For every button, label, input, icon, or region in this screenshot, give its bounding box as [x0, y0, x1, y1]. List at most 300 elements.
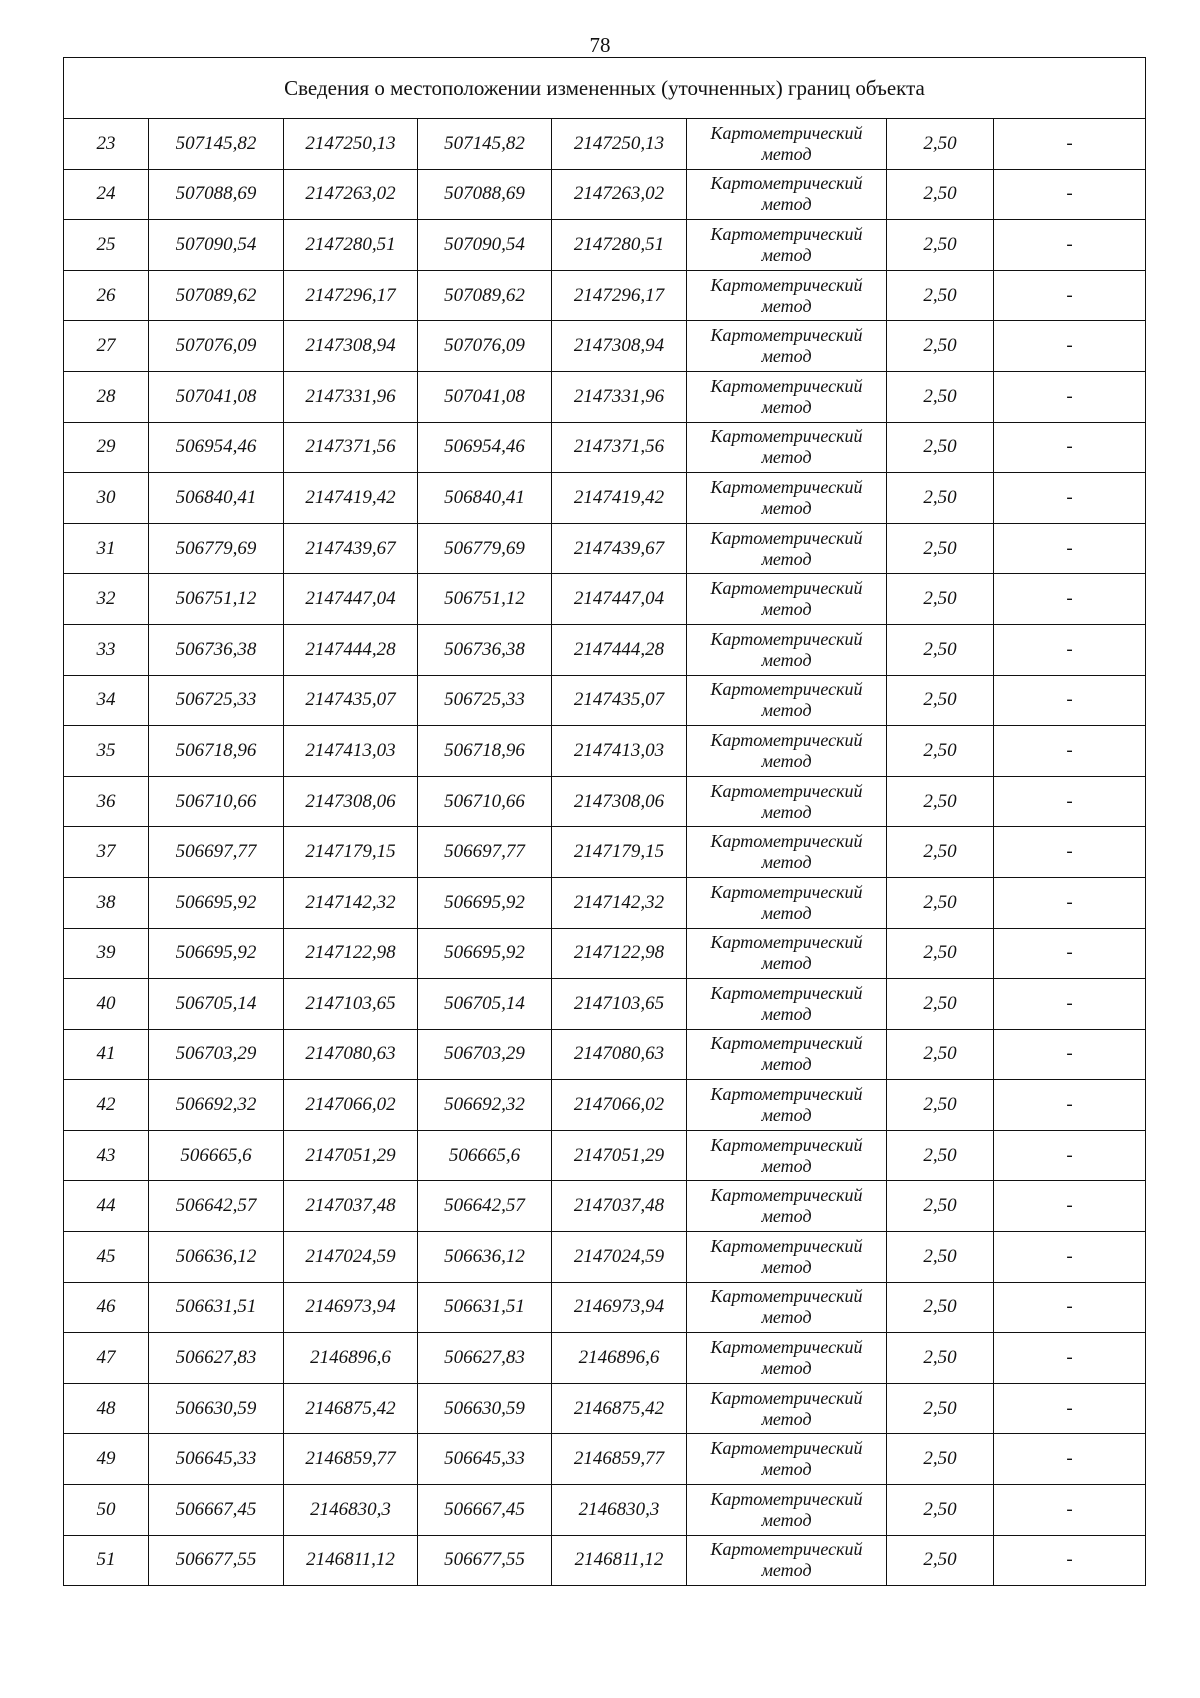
method-line-2: метод [761, 902, 812, 923]
new-x-cell: 506631,51 [418, 1282, 552, 1333]
existing-x-cell: 506697,77 [149, 827, 284, 878]
method-line-2: метод [761, 1054, 812, 1075]
method-line-1: Картометрический [710, 780, 863, 801]
existing-x-cell: 506667,45 [149, 1485, 284, 1536]
new-x-cell: 506665,6 [418, 1130, 552, 1181]
point-number-cell: 38 [64, 877, 149, 928]
existing-x-cell: 506736,38 [149, 624, 284, 675]
existing-x-cell: 506627,83 [149, 1333, 284, 1384]
point-number-cell: 26 [64, 270, 149, 321]
table-row [64, 1232, 1146, 1283]
method-line-1: Картометрический [710, 1185, 863, 1206]
method-line-2: метод [761, 396, 812, 417]
accuracy-cell: 2,50 [887, 1130, 994, 1181]
table-row [64, 1130, 1146, 1181]
note-cell: - [994, 1434, 1146, 1485]
new-y-cell: 2147051,29 [552, 1130, 687, 1181]
note-cell: - [994, 776, 1146, 827]
point-number-cell: 42 [64, 1080, 149, 1131]
new-x-cell: 506751,12 [418, 574, 552, 625]
note-cell: - [994, 726, 1146, 777]
new-x-cell: 506667,45 [418, 1485, 552, 1536]
table-row [64, 270, 1146, 321]
table-row [64, 1282, 1146, 1333]
existing-y-cell: 2147142,32 [284, 877, 418, 928]
table-row [64, 1485, 1146, 1536]
new-x-cell: 506736,38 [418, 624, 552, 675]
existing-x-cell: 507145,82 [149, 119, 284, 170]
existing-y-cell: 2146859,77 [284, 1434, 418, 1485]
new-y-cell: 2147263,02 [552, 169, 687, 220]
existing-x-cell: 507088,69 [149, 169, 284, 220]
accuracy-cell: 2,50 [887, 169, 994, 220]
note-cell: - [994, 877, 1146, 928]
existing-x-cell: 506725,33 [149, 675, 284, 726]
method-cell [687, 1130, 887, 1181]
new-x-cell: 506692,32 [418, 1080, 552, 1131]
point-number-cell: 33 [64, 624, 149, 675]
table-row [64, 119, 1146, 170]
existing-y-cell: 2147371,56 [284, 422, 418, 473]
method-cell [687, 574, 887, 625]
note-cell: - [994, 1080, 1146, 1131]
point-number-cell: 27 [64, 321, 149, 372]
existing-y-cell: 2146875,42 [284, 1383, 418, 1434]
new-x-cell: 506840,41 [418, 473, 552, 524]
method-cell [687, 473, 887, 524]
accuracy-cell: 2,50 [887, 1383, 994, 1434]
new-y-cell: 2146811,12 [552, 1535, 687, 1586]
point-number-cell: 46 [64, 1282, 149, 1333]
method-line-2: метод [761, 497, 812, 518]
method-line-2: метод [761, 1003, 812, 1024]
point-number-cell: 37 [64, 827, 149, 878]
method-line-1: Картометрический [710, 325, 863, 346]
table-row [64, 624, 1146, 675]
existing-y-cell: 2146830,3 [284, 1485, 418, 1536]
method-line-2: метод [761, 1155, 812, 1176]
table-row [64, 422, 1146, 473]
point-number-cell: 41 [64, 1029, 149, 1080]
point-number-cell: 51 [64, 1535, 149, 1586]
point-number-cell: 49 [64, 1434, 149, 1485]
new-y-cell: 2147080,63 [552, 1029, 687, 1080]
method-cell [687, 169, 887, 220]
new-y-cell: 2147419,42 [552, 473, 687, 524]
point-number-cell: 24 [64, 169, 149, 220]
method-line-1: Картометрический [710, 628, 863, 649]
new-y-cell: 2147413,03 [552, 726, 687, 777]
point-number-cell: 50 [64, 1485, 149, 1536]
accuracy-cell: 2,50 [887, 1029, 994, 1080]
existing-x-cell: 506695,92 [149, 877, 284, 928]
boundary-coordinates-table [63, 57, 1146, 1586]
caption-row [64, 58, 1146, 119]
method-line-1: Картометрический [710, 1438, 863, 1459]
method-line-2: метод [761, 1206, 812, 1227]
existing-x-cell: 506703,29 [149, 1029, 284, 1080]
method-cell [687, 422, 887, 473]
new-y-cell: 2147250,13 [552, 119, 687, 170]
existing-x-cell: 507090,54 [149, 220, 284, 271]
new-x-cell: 507041,08 [418, 371, 552, 422]
method-cell [687, 119, 887, 170]
new-y-cell: 2147024,59 [552, 1232, 687, 1283]
method-cell [687, 270, 887, 321]
existing-y-cell: 2147051,29 [284, 1130, 418, 1181]
new-y-cell: 2147296,17 [552, 270, 687, 321]
new-x-cell: 506725,33 [418, 675, 552, 726]
new-x-cell: 506645,33 [418, 1434, 552, 1485]
note-cell: - [994, 1333, 1146, 1384]
method-line-1: Картометрический [710, 122, 863, 143]
note-cell: - [994, 1282, 1146, 1333]
new-x-cell: 506710,66 [418, 776, 552, 827]
table-row [64, 523, 1146, 574]
note-cell: - [994, 270, 1146, 321]
accuracy-cell: 2,50 [887, 1080, 994, 1131]
note-cell: - [994, 1232, 1146, 1283]
existing-y-cell: 2147037,48 [284, 1181, 418, 1232]
existing-y-cell: 2146973,94 [284, 1282, 418, 1333]
method-line-1: Картометрический [710, 1235, 863, 1256]
note-cell: - [994, 1130, 1146, 1181]
existing-x-cell: 506630,59 [149, 1383, 284, 1434]
existing-x-cell: 506779,69 [149, 523, 284, 574]
table-row [64, 726, 1146, 777]
existing-x-cell: 506705,14 [149, 979, 284, 1030]
method-line-1: Картометрический [710, 173, 863, 194]
method-line-2: метод [761, 447, 812, 468]
table-caption: Сведения о местоположении измененных (уточненных) границ объекта [64, 58, 1146, 119]
method-line-1: Картометрический [710, 679, 863, 700]
note-cell: - [994, 928, 1146, 979]
point-number-cell: 35 [64, 726, 149, 777]
accuracy-cell: 2,50 [887, 877, 994, 928]
method-line-2: метод [761, 244, 812, 265]
point-number-cell: 39 [64, 928, 149, 979]
accuracy-cell: 2,50 [887, 422, 994, 473]
method-line-1: Картометрический [710, 426, 863, 447]
table-row [64, 473, 1146, 524]
table-row [64, 169, 1146, 220]
method-line-1: Картометрический [710, 1387, 863, 1408]
existing-y-cell: 2147296,17 [284, 270, 418, 321]
method-cell [687, 523, 887, 574]
new-y-cell: 2147444,28 [552, 624, 687, 675]
method-line-2: метод [761, 801, 812, 822]
new-y-cell: 2147435,07 [552, 675, 687, 726]
point-number-cell: 34 [64, 675, 149, 726]
new-y-cell: 2146896,6 [552, 1333, 687, 1384]
accuracy-cell: 2,50 [887, 1535, 994, 1586]
method-line-1: Картометрический [710, 578, 863, 599]
accuracy-cell: 2,50 [887, 321, 994, 372]
new-x-cell: 506779,69 [418, 523, 552, 574]
existing-y-cell: 2147179,15 [284, 827, 418, 878]
method-line-2: метод [761, 599, 812, 620]
method-line-2: метод [761, 548, 812, 569]
page-number: 78 [589, 33, 611, 57]
method-line-1: Картометрический [710, 932, 863, 953]
method-line-2: метод [761, 1560, 812, 1581]
existing-y-cell: 2147413,03 [284, 726, 418, 777]
accuracy-cell: 2,50 [887, 523, 994, 574]
existing-x-cell: 506954,46 [149, 422, 284, 473]
accuracy-cell: 2,50 [887, 574, 994, 625]
accuracy-cell: 2,50 [887, 1232, 994, 1283]
new-y-cell: 2146973,94 [552, 1282, 687, 1333]
new-x-cell: 506642,57 [418, 1181, 552, 1232]
new-y-cell: 2147280,51 [552, 220, 687, 271]
method-cell [687, 371, 887, 422]
new-y-cell: 2146830,3 [552, 1485, 687, 1536]
accuracy-cell: 2,50 [887, 726, 994, 777]
existing-x-cell: 506665,6 [149, 1130, 284, 1181]
new-y-cell: 2147179,15 [552, 827, 687, 878]
point-number-cell: 28 [64, 371, 149, 422]
existing-x-cell: 507041,08 [149, 371, 284, 422]
method-line-2: метод [761, 295, 812, 316]
existing-y-cell: 2147122,98 [284, 928, 418, 979]
method-line-2: метод [761, 143, 812, 164]
method-cell [687, 675, 887, 726]
table-row [64, 1080, 1146, 1131]
method-line-1: Картометрический [710, 1539, 863, 1560]
existing-y-cell: 2147439,67 [284, 523, 418, 574]
existing-y-cell: 2147435,07 [284, 675, 418, 726]
method-line-1: Картометрический [710, 1488, 863, 1509]
method-line-2: метод [761, 750, 812, 771]
existing-x-cell: 506677,55 [149, 1535, 284, 1586]
new-y-cell: 2146875,42 [552, 1383, 687, 1434]
method-cell [687, 1383, 887, 1434]
table-row [64, 827, 1146, 878]
new-x-cell: 506695,92 [418, 928, 552, 979]
method-cell [687, 827, 887, 878]
method-line-1: Картометрический [710, 1337, 863, 1358]
note-cell: - [994, 321, 1146, 372]
new-x-cell: 506627,83 [418, 1333, 552, 1384]
accuracy-cell: 2,50 [887, 827, 994, 878]
table-row [64, 979, 1146, 1030]
new-x-cell: 507145,82 [418, 119, 552, 170]
existing-y-cell: 2147024,59 [284, 1232, 418, 1283]
existing-y-cell: 2147280,51 [284, 220, 418, 271]
note-cell: - [994, 523, 1146, 574]
table-row [64, 321, 1146, 372]
method-cell [687, 928, 887, 979]
accuracy-cell: 2,50 [887, 776, 994, 827]
existing-y-cell: 2147447,04 [284, 574, 418, 625]
new-x-cell: 506695,92 [418, 877, 552, 928]
method-cell [687, 1080, 887, 1131]
point-number-cell: 47 [64, 1333, 149, 1384]
method-line-1: Картометрический [710, 476, 863, 497]
method-line-1: Картометрический [710, 1286, 863, 1307]
note-cell: - [994, 675, 1146, 726]
table-row [64, 1535, 1146, 1586]
new-y-cell: 2147447,04 [552, 574, 687, 625]
method-cell [687, 1232, 887, 1283]
accuracy-cell: 2,50 [887, 1181, 994, 1232]
point-number-cell: 40 [64, 979, 149, 1030]
existing-y-cell: 2147308,06 [284, 776, 418, 827]
note-cell: - [994, 1383, 1146, 1434]
note-cell: - [994, 1181, 1146, 1232]
note-cell: - [994, 574, 1146, 625]
method-line-2: метод [761, 649, 812, 670]
note-cell: - [994, 1535, 1146, 1586]
method-line-2: метод [761, 1509, 812, 1530]
accuracy-cell: 2,50 [887, 979, 994, 1030]
new-y-cell: 2147066,02 [552, 1080, 687, 1131]
note-cell: - [994, 220, 1146, 271]
existing-y-cell: 2147419,42 [284, 473, 418, 524]
note-cell: - [994, 169, 1146, 220]
method-cell [687, 776, 887, 827]
existing-y-cell: 2147308,94 [284, 321, 418, 372]
accuracy-cell: 2,50 [887, 675, 994, 726]
table-row [64, 371, 1146, 422]
method-line-1: Картометрический [710, 223, 863, 244]
method-cell [687, 1282, 887, 1333]
note-cell: - [994, 1029, 1146, 1080]
table-row [64, 928, 1146, 979]
new-y-cell: 2147331,96 [552, 371, 687, 422]
accuracy-cell: 2,50 [887, 220, 994, 271]
new-y-cell: 2147037,48 [552, 1181, 687, 1232]
existing-y-cell: 2147263,02 [284, 169, 418, 220]
method-line-2: метод [761, 194, 812, 215]
point-number-cell: 29 [64, 422, 149, 473]
method-line-2: метод [761, 1358, 812, 1379]
existing-y-cell: 2146896,6 [284, 1333, 418, 1384]
table-row [64, 877, 1146, 928]
existing-y-cell: 2147331,96 [284, 371, 418, 422]
existing-x-cell: 506718,96 [149, 726, 284, 777]
existing-x-cell: 506751,12 [149, 574, 284, 625]
method-line-2: метод [761, 852, 812, 873]
method-cell [687, 1485, 887, 1536]
existing-y-cell: 2147066,02 [284, 1080, 418, 1131]
method-line-1: Картометрический [710, 982, 863, 1003]
new-x-cell: 506630,59 [418, 1383, 552, 1434]
method-cell [687, 877, 887, 928]
new-y-cell: 2147308,94 [552, 321, 687, 372]
point-number-cell: 25 [64, 220, 149, 271]
point-number-cell: 30 [64, 473, 149, 524]
note-cell: - [994, 371, 1146, 422]
table-row [64, 1181, 1146, 1232]
new-x-cell: 507088,69 [418, 169, 552, 220]
table-row [64, 220, 1146, 271]
point-number-cell: 48 [64, 1383, 149, 1434]
new-x-cell: 507076,09 [418, 321, 552, 372]
method-line-2: метод [761, 953, 812, 974]
existing-x-cell: 506636,12 [149, 1232, 284, 1283]
accuracy-cell: 2,50 [887, 928, 994, 979]
method-line-1: Картометрический [710, 375, 863, 396]
table-row [64, 1434, 1146, 1485]
accuracy-cell: 2,50 [887, 1434, 994, 1485]
table-body [64, 58, 1146, 1586]
point-number-cell: 32 [64, 574, 149, 625]
method-line-1: Картометрический [710, 729, 863, 750]
table-row [64, 1333, 1146, 1384]
new-y-cell: 2147371,56 [552, 422, 687, 473]
method-line-1: Картометрический [710, 831, 863, 852]
existing-y-cell: 2147080,63 [284, 1029, 418, 1080]
note-cell: - [994, 1485, 1146, 1536]
method-line-2: метод [761, 700, 812, 721]
existing-x-cell: 506645,33 [149, 1434, 284, 1485]
new-y-cell: 2147439,67 [552, 523, 687, 574]
accuracy-cell: 2,50 [887, 371, 994, 422]
point-number-cell: 45 [64, 1232, 149, 1283]
table-row [64, 675, 1146, 726]
existing-y-cell: 2147103,65 [284, 979, 418, 1030]
new-y-cell: 2146859,77 [552, 1434, 687, 1485]
accuracy-cell: 2,50 [887, 270, 994, 321]
new-x-cell: 506636,12 [418, 1232, 552, 1283]
accuracy-cell: 2,50 [887, 119, 994, 170]
existing-x-cell: 506692,32 [149, 1080, 284, 1131]
method-line-1: Картометрический [710, 1134, 863, 1155]
method-line-2: метод [761, 1408, 812, 1429]
method-line-1: Картометрический [710, 1084, 863, 1105]
accuracy-cell: 2,50 [887, 1485, 994, 1536]
accuracy-cell: 2,50 [887, 1282, 994, 1333]
accuracy-cell: 2,50 [887, 1333, 994, 1384]
method-line-2: метод [761, 1307, 812, 1328]
existing-y-cell: 2146811,12 [284, 1535, 418, 1586]
note-cell: - [994, 473, 1146, 524]
method-cell [687, 1181, 887, 1232]
accuracy-cell: 2,50 [887, 473, 994, 524]
method-line-2: метод [761, 1256, 812, 1277]
new-x-cell: 506705,14 [418, 979, 552, 1030]
method-cell [687, 979, 887, 1030]
table-row [64, 1383, 1146, 1434]
new-x-cell: 506954,46 [418, 422, 552, 473]
new-x-cell: 506718,96 [418, 726, 552, 777]
new-y-cell: 2147103,65 [552, 979, 687, 1030]
point-number-cell: 36 [64, 776, 149, 827]
note-cell: - [994, 979, 1146, 1030]
new-x-cell: 507089,62 [418, 270, 552, 321]
accuracy-cell: 2,50 [887, 624, 994, 675]
method-line-1: Картометрический [710, 527, 863, 548]
point-number-cell: 31 [64, 523, 149, 574]
existing-y-cell: 2147250,13 [284, 119, 418, 170]
method-cell [687, 1029, 887, 1080]
method-cell [687, 726, 887, 777]
existing-x-cell: 507089,62 [149, 270, 284, 321]
table-row [64, 1029, 1146, 1080]
method-cell [687, 321, 887, 372]
new-x-cell: 507090,54 [418, 220, 552, 271]
method-cell [687, 1333, 887, 1384]
existing-x-cell: 506840,41 [149, 473, 284, 524]
method-line-1: Картометрический [710, 881, 863, 902]
note-cell: - [994, 119, 1146, 170]
new-y-cell: 2147122,98 [552, 928, 687, 979]
new-x-cell: 506703,29 [418, 1029, 552, 1080]
existing-x-cell: 506710,66 [149, 776, 284, 827]
method-line-2: метод [761, 346, 812, 367]
note-cell: - [994, 422, 1146, 473]
